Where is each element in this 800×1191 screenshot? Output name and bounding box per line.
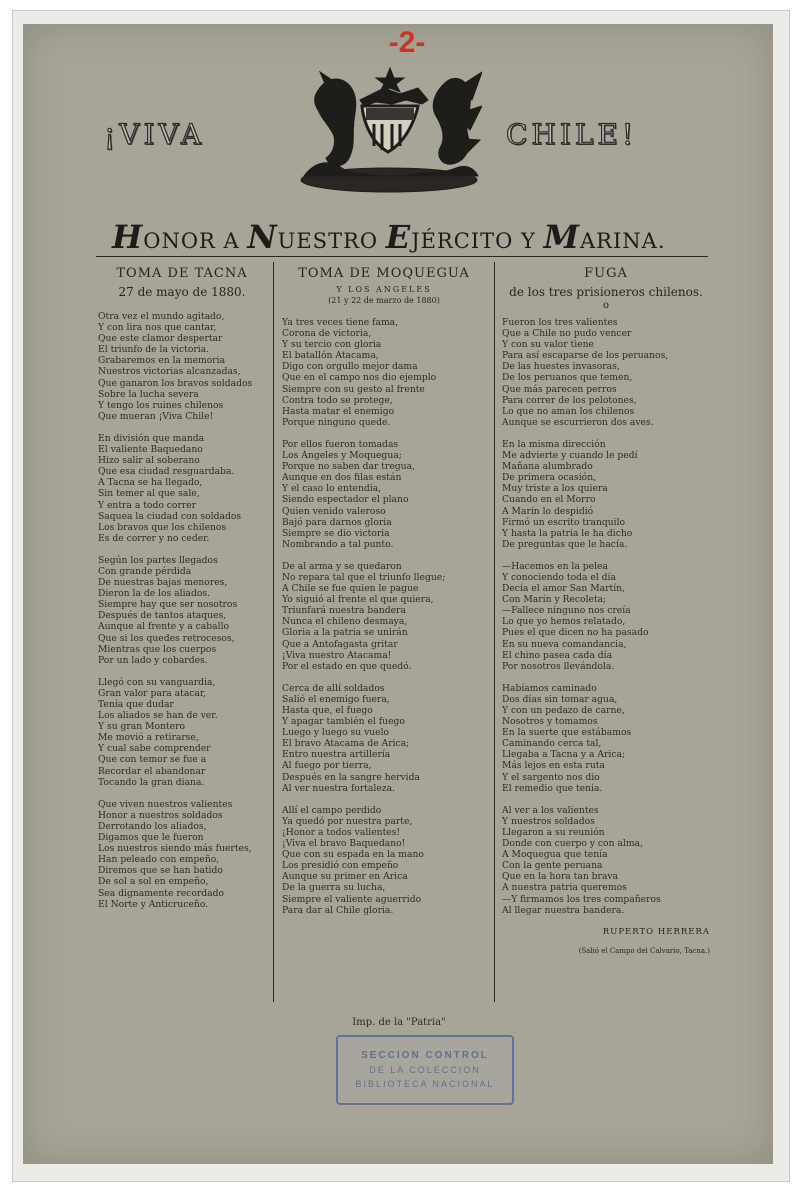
- verse-line: Al ver nuestra fortaleza.: [282, 782, 396, 794]
- verse-line: Nunca el chileno desmaya,: [282, 616, 408, 628]
- verse-line: Y el caso lo entendía,: [282, 483, 382, 495]
- verse-line: De sol a sol en empeño,: [98, 876, 209, 888]
- verse-line: Hasta matar el enemigo: [282, 405, 395, 417]
- verse-line: Sea dignamente recordado: [98, 887, 225, 899]
- verse-line: Dos días sin tomar agua,: [502, 693, 618, 705]
- verse-line: En su nueva comandancia,: [502, 638, 627, 650]
- verse-line: ¡Viva el bravo Baquedano!: [282, 838, 406, 850]
- stanza: [98, 799, 266, 910]
- verse-line: Por el estado en que quedó.: [282, 660, 412, 672]
- author-signature: RUPERTO HERRERA: [602, 926, 710, 937]
- headline-rule: [96, 256, 708, 257]
- stanza-list: [282, 317, 486, 916]
- verse-line: Llegaba a Tacna y a Arica;: [502, 749, 626, 761]
- verse-line: Grabaremos en la memoria: [98, 355, 226, 367]
- verse-line: Han peleado con empeño,: [98, 854, 220, 866]
- verse-line: No repara tal que el triunfo llegue;: [282, 571, 446, 583]
- verse-line: Fueron los tres valientes: [502, 317, 618, 328]
- verse-line: Los bravos que los chilenos: [98, 521, 227, 533]
- verse-line: Y su tercio con gloria: [282, 339, 382, 351]
- verse-line: Y nuestros soldados: [502, 815, 595, 827]
- headline-word6-rest: ARINA.: [580, 229, 666, 253]
- verse-line: El batallón Atacama,: [282, 350, 379, 362]
- verse-line: Para así escaparse de los peruanos,: [502, 350, 669, 362]
- verse-line: Porque no saben dar tregua,: [282, 461, 415, 473]
- headline-word2: A: [223, 229, 240, 253]
- verse-line: Al fuego por tierra,: [282, 760, 372, 772]
- verse-line: Según los partes llegados: [98, 554, 218, 566]
- verse-line: De la guerra su lucha,: [282, 882, 386, 894]
- verse-line: De preguntas que le hacía.: [502, 538, 628, 550]
- verse-line: Llegó con su vanguardia,: [98, 676, 216, 688]
- verse-line: —Y firmamos los tres compañeros: [502, 893, 661, 905]
- verse-line: Caminando cerca tal,: [502, 738, 602, 750]
- headline-word3-cap: N: [247, 218, 278, 256]
- library-stamp: [336, 1035, 514, 1105]
- verse-line: Aunque al frente y a caballo: [98, 621, 230, 633]
- verse-line: Hizo salir al soberano: [98, 455, 200, 467]
- verse-line: Los nuestros siendo más fuertes,: [98, 843, 252, 855]
- verse-line: Que con su espada en la mano: [282, 849, 424, 861]
- verse-line: El bravo Atacama de Arica;: [282, 738, 410, 750]
- verse-line: Me movió a retirarse,: [98, 732, 199, 744]
- verse-line: Con la gente peruana: [502, 860, 603, 872]
- verse-line: Diremos que se han batido: [98, 865, 223, 877]
- verse-line: Otra vez el mundo agitado,: [98, 311, 225, 322]
- stanza-list: [98, 311, 266, 910]
- verse-line: —Hacemos en la pelea: [502, 560, 608, 572]
- verse-line: A nuestra patria queremos: [502, 882, 627, 894]
- verse-line: Nombrando a tal punto.: [282, 538, 394, 550]
- stamp-line: BIBLIOTECA NACIONAL: [355, 1079, 495, 1089]
- verse-line: A Chile se fue quien le pague: [282, 583, 419, 595]
- verse-line: El valiente Baquedano: [98, 444, 203, 456]
- verse-line: De primera ocasión,: [502, 472, 597, 484]
- headline-word3-rest: UESTRO: [277, 229, 379, 253]
- verse-line: Lo que yo hemos relatado,: [502, 616, 626, 628]
- verse-line: Los aliados se han de ver.: [98, 710, 218, 722]
- verse-line: Recordar el abandonar: [98, 765, 206, 777]
- verse-line: Y el sargento nos dio: [502, 771, 600, 783]
- stanza: [282, 683, 486, 794]
- verse-line: ¡Viva nuestro Atacama!: [282, 649, 392, 661]
- header-chile: CHILE!: [506, 118, 638, 151]
- headline-word6-cap: M: [543, 218, 581, 256]
- verse-line: Muy triste a los quiera: [502, 483, 608, 495]
- verse-line: Entro nuestra artillería: [282, 749, 391, 761]
- verse-line: Y hasta la patria le ha dicho: [502, 527, 633, 539]
- column-divider-right: [494, 262, 495, 1002]
- stanza-list: [502, 317, 710, 916]
- verse-line: Los presidió con empeño: [282, 860, 399, 872]
- stanza: [502, 561, 710, 672]
- verse-line: Derrotando los aliados,: [98, 820, 207, 832]
- verse-line: —Fallece ninguno nos creía: [502, 605, 631, 617]
- verse-line: Aunque su primer en Arica: [282, 871, 408, 883]
- verse-line: Ya tres veces tiene fama,: [282, 317, 399, 328]
- verse-line: Sobre la lucha severa: [98, 388, 199, 400]
- verse-line: Siendo espectador el plano: [282, 494, 409, 506]
- verse-line: Y conociendo toda el día: [502, 571, 616, 583]
- header-viva: ¡VIVA: [104, 118, 206, 151]
- verse-line: Que más parecen perros: [502, 383, 617, 395]
- column-title: TOMA DE MOQUEGUA: [298, 266, 470, 281]
- verse-line: Mañana alumbrado: [502, 461, 593, 473]
- verse-line: Yo siguió al frente el que quiera,: [282, 594, 434, 606]
- stanza: [502, 439, 710, 550]
- verse-line: Bajó para darnos gloria: [282, 516, 392, 528]
- headline-word4-rest: JÉRCITO: [411, 229, 514, 253]
- verse-line: De los peruanos que temen,: [502, 372, 633, 384]
- author-note: (Salió el Campo del Calvario, Tacna.): [578, 946, 710, 955]
- headline-word1-rest: ONOR: [143, 229, 216, 253]
- verse-line: Que esa ciudad resguardaba.: [98, 466, 235, 478]
- verse-line: Salió el enemigo fuera,: [282, 693, 390, 705]
- verse-line: Y con lira nos que cantar,: [98, 322, 217, 334]
- verse-line: Siempre con su gesto al frente: [282, 383, 425, 395]
- verse-line: Corona de victoria,: [282, 328, 372, 340]
- verse-line: El chino pasea cada día: [502, 649, 613, 661]
- verse-line: El Norte y Anticruceño.: [98, 898, 209, 910]
- verse-line: Tocando la gran diana.: [98, 776, 205, 788]
- column-date: 27 de mayo de 1880.: [118, 285, 246, 299]
- verse-line: Después de tantos ataques,: [98, 610, 227, 622]
- verse-line: Cerca de allí soldados: [282, 682, 385, 694]
- page-number: -2-: [388, 26, 426, 59]
- verse-line: De al arma y se quedaron: [282, 560, 402, 572]
- verse-line: Que en el campo nos dio ejemplo: [282, 372, 437, 384]
- verse-line: Es de correr y no ceder.: [98, 532, 210, 544]
- stanza: [502, 683, 710, 794]
- verse-line: En la suerte que estábamos: [502, 727, 632, 739]
- verse-line: Que este clamor despertar: [98, 333, 223, 345]
- headline-word4-cap: E: [385, 218, 412, 256]
- stanza: [282, 317, 486, 428]
- stanza: [502, 317, 710, 428]
- verse-line: Llegaron a su reunión: [502, 826, 605, 838]
- coat-of-arms-emblem: [296, 64, 482, 194]
- verse-line: A Tacna se ha llegado,: [98, 477, 203, 489]
- printer-imprint: Imp. de la "Patria": [352, 1017, 446, 1028]
- verse-line: Y tengo los ruines chilenos: [98, 399, 224, 411]
- verse-line: Que a Antofagasta gritar: [282, 638, 398, 650]
- column-fuga: [502, 266, 710, 955]
- verse-line: Con Marín y Recoleta;: [502, 594, 607, 606]
- verse-line: Hasta que, el fuego: [282, 705, 373, 716]
- verse-line: Mientras que los cuerpos: [98, 643, 217, 655]
- verse-line: Gloria a la patria se unirán: [282, 627, 408, 639]
- verse-line: Por nosotros llevándola.: [502, 660, 615, 672]
- stanza: [98, 433, 266, 544]
- verse-line: Habíamos caminado: [502, 682, 597, 694]
- column-title: TOMA DE TACNA: [116, 266, 248, 281]
- verse-line: Después en la sangre hervida: [282, 771, 420, 783]
- stamp-line: SECCION CONTROL: [361, 1050, 489, 1061]
- verse-line: De nuestras bajas menores,: [98, 577, 228, 589]
- stanza: [98, 677, 266, 788]
- verse-line: Pues el que dicen no ha pasado: [502, 627, 649, 639]
- column-date: (21 y 22 de marzo de 1880): [328, 296, 440, 305]
- verse-line: Allí el campo perdido: [282, 804, 382, 816]
- stamp-line: DE LA COLECCION: [369, 1065, 481, 1075]
- verse-line: Nosotros y tomamos: [502, 716, 598, 728]
- verse-line: Porque ninguno quede.: [282, 416, 391, 428]
- verse-line: A Marín lo despidió: [502, 505, 594, 517]
- verse-line: En división que manda: [98, 432, 205, 444]
- verse-line: Por un lado y cobardes.: [98, 654, 208, 666]
- verse-line: Siempre hay que ser nosotros: [98, 599, 238, 611]
- verse-line: Quien venido valeroso: [282, 505, 386, 517]
- verse-line: Que con temor se fue a: [98, 754, 207, 766]
- verse-line: Y su gran Montero: [98, 721, 186, 733]
- verse-line: Para correr de los pelotones,: [502, 394, 637, 406]
- verse-line: Lo que no aman los chilenos: [502, 405, 635, 417]
- headline-word1-cap: H: [112, 218, 144, 256]
- verse-line: Triunfará nuestra bandera: [282, 605, 406, 617]
- verse-line: Siempre se dio victoria: [282, 527, 390, 539]
- verse-line: Y con un pedazo de carne,: [502, 705, 625, 716]
- verse-line: Aunque se escurrieron dos aves.: [502, 416, 654, 428]
- verse-line: De las huestes invasoras,: [502, 361, 620, 373]
- verse-line: Sin temer al que sale,: [98, 488, 200, 500]
- headline-honor-ejercito-marina: [112, 218, 672, 256]
- stanza: [98, 555, 266, 666]
- column-flourish: o: [602, 300, 610, 311]
- stanza: [282, 561, 486, 672]
- column-toma-de-moquegua: [282, 266, 486, 927]
- stanza: [282, 439, 486, 550]
- verse-line: Luego y luego su vuelo: [282, 727, 390, 739]
- verse-line: A Moquegua que tenía: [502, 849, 608, 861]
- column-title: FUGA: [584, 266, 628, 281]
- verse-line: Y con su valor tiene: [502, 339, 594, 351]
- verse-line: Contra todo se protege,: [282, 394, 393, 406]
- verse-line: Cuando en el Morro: [502, 494, 596, 506]
- stanza: [502, 805, 710, 916]
- verse-line: Gran valor para atacar,: [98, 687, 207, 699]
- verse-line: Honor a nuestros soldados: [98, 809, 223, 821]
- verse-line: Para dar al Chile gloria.: [282, 904, 394, 916]
- verse-line: Y cual sabe comprender: [98, 743, 211, 755]
- verse-line: Con grande pérdida: [98, 565, 192, 577]
- verse-line: Siempre el valiente aguerrido: [282, 893, 422, 905]
- column-toma-de-tacna: [98, 266, 266, 921]
- verse-line: Que en la hora tan brava: [502, 871, 619, 883]
- verse-line: En la misma dirección: [502, 438, 606, 450]
- verse-line: ¡Honor a todos valientes!: [282, 826, 401, 838]
- column-divider-left: [273, 262, 274, 1002]
- stanza: [98, 311, 266, 422]
- verse-line: Saquea la ciudad con soldados: [98, 510, 242, 522]
- verse-line: Por ellos fueron tomadas: [282, 438, 399, 450]
- verse-line: Aunque en dos filas están: [282, 472, 402, 484]
- verse-line: Decía el amor San Martín,: [502, 583, 625, 595]
- verse-line: Digamos que le fueron: [98, 832, 204, 844]
- column-date: de los tres prisioneros chilenos.: [509, 285, 703, 299]
- verse-line: Que ganaron los bravos soldados: [98, 377, 253, 389]
- verse-line: Y entra a todo correr: [98, 499, 197, 511]
- verse-line: Que mueran ¡Viva Chile!: [98, 410, 214, 422]
- verse-line: El remedio que tenía.: [502, 782, 603, 794]
- verse-line: Y apagar también el fuego: [282, 716, 405, 728]
- verse-line: Me advierte y cuando le pedí: [502, 450, 638, 462]
- verse-line: Nuestros victorias alcanzadas,: [98, 366, 241, 378]
- verse-line: Que a Chile no pudo vencer: [502, 328, 632, 340]
- verse-line: Digo con orgullo mejor dama: [282, 361, 418, 373]
- verse-line: Los Ángeles y Moquegua;: [282, 450, 402, 462]
- verse-line: Que viven nuestros valientes: [98, 798, 233, 810]
- verse-line: Firmó un escrito tranquilo: [502, 516, 626, 528]
- verse-line: Ya quedó por nuestra parte,: [282, 815, 413, 827]
- stanza: [282, 805, 486, 916]
- headline-word5: Y: [521, 229, 536, 253]
- verse-line: Al llegar nuestra bandera.: [502, 904, 625, 916]
- verse-line: Más lejos en esta ruta: [502, 760, 605, 772]
- verse-line: El triunfo de la victoria.: [98, 344, 210, 356]
- verse-line: Tenía que dudar: [98, 699, 174, 710]
- verse-line: Al ver a los valientes: [502, 804, 599, 816]
- verse-line: Donde con cuerpo y con alma,: [502, 838, 643, 850]
- verse-line: Dieron la de los aliados.: [98, 588, 211, 600]
- column-subtitle: Y LOS ANGELES: [336, 285, 432, 294]
- verse-line: Que si los quedes retrocesos,: [98, 632, 235, 644]
